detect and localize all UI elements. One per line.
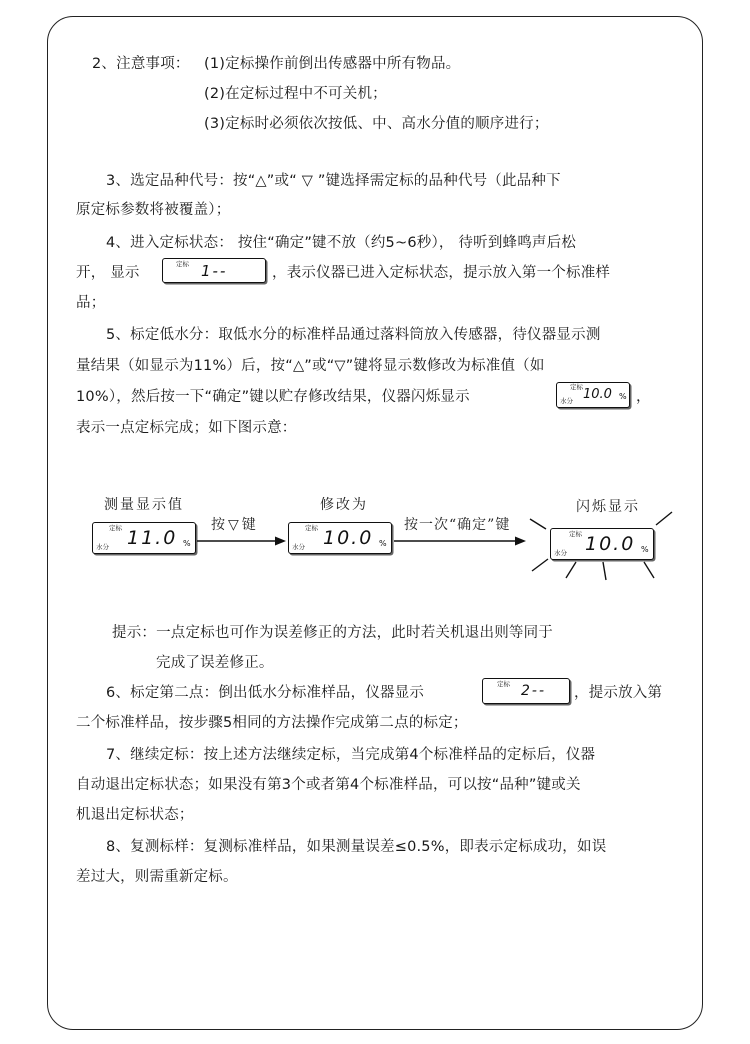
lcd-value: 10.0 <box>585 533 636 555</box>
sec6-line-2: 二个标准样品，按步骤5相同的方法操作完成第二点的标定； <box>76 715 468 731</box>
lcd-tag-moisture: 水分 <box>560 397 573 405</box>
sec6-line-1a: 6、标定第二点：倒出低水分标准样品，仪器显示 <box>106 685 425 701</box>
sec2-line-2: (2)在定标过程中不可关机； <box>204 86 387 102</box>
diagram-arrow-label-2: 按一次“确定”键 <box>404 517 511 533</box>
lcd-tag: 定标 <box>497 680 510 688</box>
sec7-line-3: 机退出定标状态； <box>76 807 194 823</box>
sec3-line-2: 原定标参数将被覆盖）； <box>76 202 231 218</box>
diagram-caption-flashing: 闪烁显示 <box>576 499 640 515</box>
diagram-caption-measured: 测量显示值 <box>104 497 184 513</box>
lcd-value: 11.0 <box>127 527 178 549</box>
lcd-unit: % <box>619 392 627 401</box>
sec5-line-3a: 10%），然后按一下“确定”键以贮存修改结果，仪器闪烁显示 <box>76 389 470 405</box>
lcd-tag-moisture: 水分 <box>96 543 109 551</box>
sec4-line-1: 4、进入定标状态： 按住“确定”键不放（约5~6秒）， 待听到蜂鸣声后松 <box>106 235 577 251</box>
sec8-line-2: 差过大，则需重新定标。 <box>76 869 238 885</box>
sec4-line-2a: 开， 显示 <box>76 265 140 281</box>
lcd-value: 2-- <box>521 683 547 699</box>
lcd-tag: 定标 <box>569 530 582 538</box>
lcd-tag: 定标 <box>109 524 122 532</box>
sec5-line-3b: ， <box>636 389 651 405</box>
sec5-line-2: 量结果（如显示为11%）后，按“△”或“▽”键将显示数修改为标准值（如 <box>76 358 545 374</box>
sec4-line-3: 品； <box>76 295 106 311</box>
lcd-value: 10.0 <box>323 527 374 549</box>
lcd-tag: 定标 <box>176 260 189 268</box>
lcd-tag-moisture: 水分 <box>554 549 567 557</box>
sec2-label: 2、注意事项： <box>92 56 190 72</box>
lcd-value: 10.0 <box>583 387 612 402</box>
arrow-2 <box>394 537 526 546</box>
tip-line-2: 完成了误差修正。 <box>156 655 274 671</box>
sec2-line-3: (3)定标时必须依次按低、中、高水分值的顺序进行； <box>204 116 549 132</box>
sec2-line-1: (1)定标操作前倒出传感器中所有物品。 <box>204 56 461 72</box>
sec6-line-1b: ，提示放入第 <box>574 685 663 701</box>
arrow-1 <box>197 537 286 546</box>
sec8-line-1: 8、复测标样：复测标准样品，如果测量误差≤0.5%，即表示定标成功，如误 <box>106 839 607 855</box>
lcd-tag: 定标 <box>305 524 318 532</box>
lcd-tag: 定标 <box>570 383 583 391</box>
sec7-line-2: 自动退出定标状态；如果没有第3个或者第4个标准样品，可以按“品种”键或关 <box>76 777 581 793</box>
lcd-unit: % <box>641 545 649 554</box>
tip-line-1: 提示：一点定标也可作为误差修正的方法，此时若关机退出则等同于 <box>112 625 553 641</box>
flash-rays <box>530 512 672 580</box>
sec7-line-1: 7、继续定标：按上述方法继续定标，当完成第4个标准样品的定标后，仪器 <box>106 747 596 763</box>
lcd-display-3 <box>482 678 570 704</box>
sec5-line-1: 5、标定低水分：取低水分的标准样品通过落料筒放入传感器，待仪器显示测 <box>106 327 601 343</box>
lcd-value: 1-- <box>201 262 228 280</box>
sec3-line-1: 3、选定品种代号：按“△”或“ ▽ ”键选择需定标的品种代号（此品种下 <box>106 173 561 189</box>
sec4-line-2b: ，表示仪器已进入定标状态，提示放入第一个标准样 <box>272 265 611 281</box>
lcd-tag-moisture: 水分 <box>292 543 305 551</box>
diagram-caption-modified: 修改为 <box>320 497 368 513</box>
lcd-unit: % <box>379 539 387 548</box>
diagram-arrow-label-1: 按▽键 <box>211 517 259 533</box>
sec5-line-4: 表示一点定标完成；如下图示意： <box>76 420 297 436</box>
lcd-unit: % <box>183 539 191 548</box>
